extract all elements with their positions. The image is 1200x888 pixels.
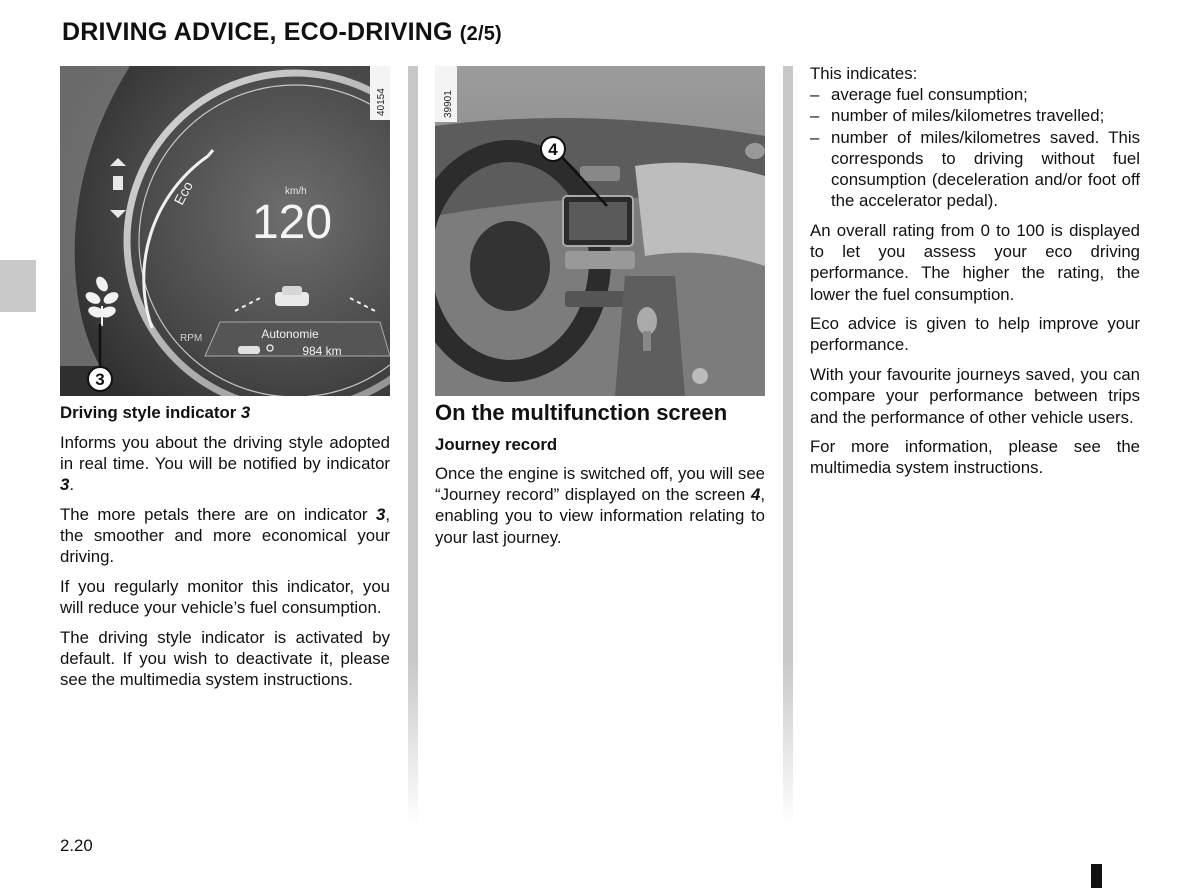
heading-ref: 3: [240, 403, 251, 422]
rpm-label: RPM: [180, 333, 203, 344]
paragraph: For more information, please see the multimedia system instructions.: [810, 437, 1140, 478]
page-counter: (2/5): [459, 23, 502, 45]
paragraph: If you regularly monitor this indicator, you will reduce your vehicle’s fuel consumption.: [60, 576, 390, 617]
range-label: Autonomie: [261, 327, 319, 341]
section-end-mark: [1091, 864, 1102, 888]
section-tab: [0, 260, 36, 312]
text-run: Informs you about the driving style adopted in real time. You will be notified by indicator: [60, 432, 390, 473]
page-title: [62, 18, 502, 47]
text-run: , the smoother and more economical your driving.: [60, 504, 390, 567]
column-left-text: [60, 403, 390, 699]
multifunction-heading: On the multifunction screen: [435, 400, 728, 425]
instrument-cluster-figure: [60, 66, 390, 396]
eco-gauge-label: Eco: [170, 178, 196, 208]
paragraph: [60, 432, 390, 496]
list-item: – number of miles/kilometres travelled;: [810, 105, 1140, 126]
paragraph: An overall rating from 0 to 100 is displayed to let you assess your eco driving performance. The higher the rating, the lower the fuel consumption.: [810, 220, 1140, 304]
callout-4: 4: [548, 140, 558, 159]
journey-record-heading: Journey record: [435, 434, 558, 454]
column-right-text: [810, 63, 1140, 487]
column-divider: [408, 66, 418, 826]
ref-3: 3: [60, 474, 70, 494]
list-item: – number of miles/kilometres saved. This corresponds to driving without fuel consumption (deceleration and/or foot off the accelerator pedal).: [810, 127, 1140, 212]
text-run: , enabling you to view information relating to your last journey.: [435, 485, 765, 547]
paragraph: With your favourite journeys saved, you can compare your performance between trips and the performance of other vehicle users.: [810, 365, 1140, 427]
list-item: – average fuel consumption;: [810, 84, 1140, 105]
column-middle-text: [435, 400, 765, 556]
text-run: Once the engine is switched off, you will see “Journey record” displayed on the screen: [435, 464, 765, 505]
ref-4: 4: [750, 485, 761, 505]
paragraph: Eco advice is given to help improve your performance.: [810, 314, 1140, 355]
page-number: 2.20: [60, 836, 93, 855]
page-title-text: DRIVING ADVICE, ECO-DRIVING: [62, 18, 453, 46]
speed-unit: km/h: [285, 186, 307, 197]
speed-readout: 120: [251, 196, 333, 249]
figure-code: 39901: [443, 90, 454, 118]
gear-shift-icon: [113, 176, 123, 190]
ref-3: 3: [375, 504, 386, 524]
driving-style-heading: [60, 403, 390, 423]
callout-3: 3: [95, 370, 105, 389]
paragraph: This indicates:: [810, 64, 918, 83]
paragraph: [435, 463, 765, 548]
paragraph: [60, 504, 390, 568]
text-run: The more petals there are on indicator: [60, 504, 376, 524]
figure-code: 40154: [376, 88, 387, 116]
indicator-list: [810, 84, 1140, 211]
column-divider: [783, 66, 793, 826]
paragraph: The driving style indicator is activated by default. If you wish to deactivate it, please see the multimedia system instructions.: [60, 627, 390, 690]
dashboard-figure: [435, 66, 765, 396]
text-run: .: [69, 474, 75, 494]
range-value: 984 km: [302, 344, 342, 358]
heading-text: Driving style indicator: [60, 403, 237, 422]
